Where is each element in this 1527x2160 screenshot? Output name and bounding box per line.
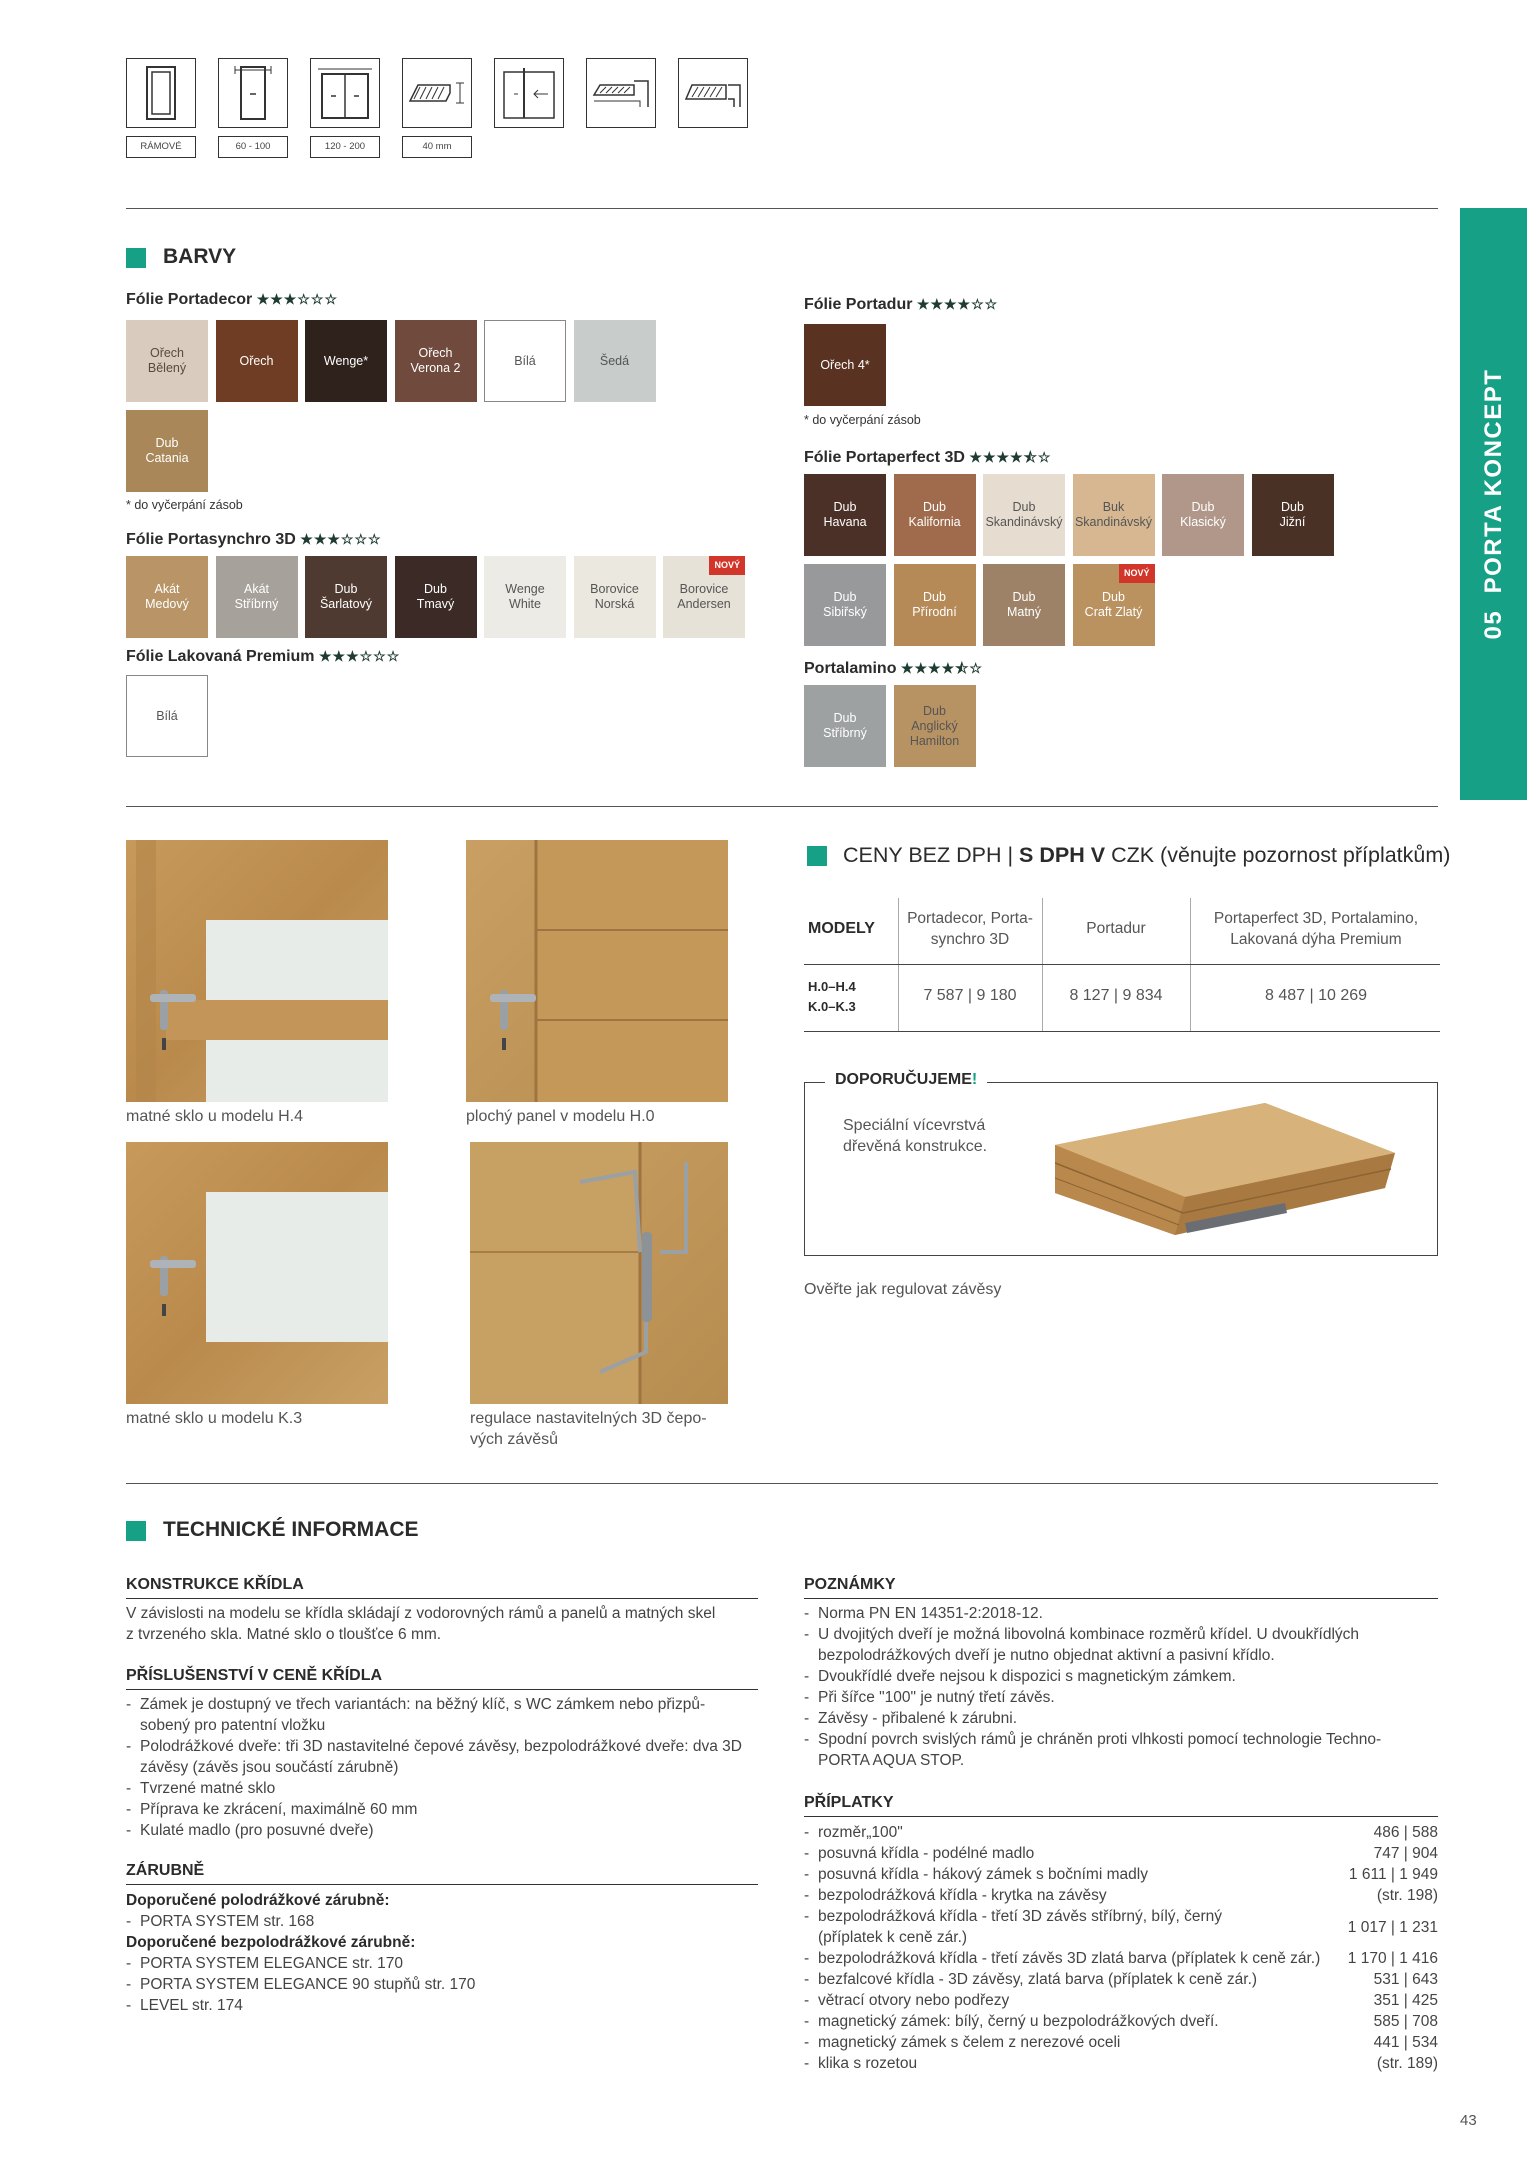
prices-marker xyxy=(807,846,827,866)
color-swatch-portasynchro xyxy=(484,556,566,638)
price-portadur: 8 127 | 9 834 xyxy=(1069,987,1163,1004)
swatch-label: Bílá xyxy=(156,708,178,723)
color-swatch-portasynchro xyxy=(395,556,477,638)
chapter-sidebar xyxy=(1460,208,1527,800)
color-swatch-portasynchro xyxy=(574,556,656,638)
poznamky-line xyxy=(804,1598,1438,1599)
swatch-label: Borovice Andersen xyxy=(677,582,731,611)
portadecor-title: Fólie Portadecor ★★★☆☆☆ xyxy=(126,291,339,308)
swatch-label: Dub Craft Zlatý xyxy=(1084,590,1143,619)
rebateless-icon xyxy=(678,58,748,128)
recommend-text: Speciální vícevrstvá dřevěná konstrukce. xyxy=(843,1117,988,1155)
surcharge-row: - magnetický zámek s čelem z nerezové oceli 441 | 534 xyxy=(804,2034,1438,2051)
header-portaperfect: Portaperfect 3D, Portalamino, Lakovaná dýha Premium xyxy=(1213,910,1419,948)
surcharge-row: - bezpolodrážková křídla - třetí 3D závěs stříbrný, bílý, černý (příplatek k ceně zár.) 1 017 | 1 231 xyxy=(804,1908,1438,1946)
rebate-icon xyxy=(586,58,656,128)
swatch-label: Dub Stříbrný xyxy=(823,711,867,740)
caption-hinge-regulation: regulace nastavitelných 3D čepo- vých závěsů xyxy=(470,1410,707,1448)
surcharge-value: 531 | 643 xyxy=(1373,1971,1438,1988)
header-portadecor: Portadecor, Porta- synchro 3D xyxy=(907,910,1033,948)
surcharge-row: - větrací otvory nebo podřezy 351 | 425 xyxy=(804,1992,1438,2009)
color-swatch-portaperfect xyxy=(983,474,1065,556)
surcharge-label: větrací otvory nebo podřezy xyxy=(818,1992,1010,2009)
surcharge-label: klika s rozetou xyxy=(818,2055,918,2072)
icon-label-thickness: 40 mm xyxy=(402,136,472,158)
list-item: - Polodrážkové dveře: tři 3D nastavitelné čepové závěsy, bezpolodrážkové dveře: dva 3D závěsy (závěs jsou součástí zárubně) xyxy=(126,1736,766,1778)
lakovana-stars: ★★★☆☆☆ xyxy=(318,648,401,664)
color-swatch-portadecor xyxy=(484,320,566,402)
swatch-label: Bílá xyxy=(514,353,536,368)
swatch-label: Šedá xyxy=(599,353,630,368)
color-swatch-portalamino xyxy=(894,685,976,767)
color-swatch-portadecor xyxy=(305,320,387,402)
swatch-label: Dub Kalifornia xyxy=(908,500,961,529)
swatch-label: Wenge* xyxy=(323,353,369,368)
chapter-title: 05 PORTA KONCEPT xyxy=(1479,368,1507,640)
surcharge-label: magnetický zámek: bílý, černý u bezpolodrážkových dveří. xyxy=(818,2013,1219,2030)
swatch-label: Wenge White xyxy=(505,582,545,611)
swatch-label: Dub Klasický xyxy=(1180,500,1226,529)
divider-top xyxy=(126,208,1438,209)
thickness-icon xyxy=(402,58,472,128)
color-swatch-portaperfect xyxy=(804,474,886,556)
portalamino-stars: ★★★★⯪☆ xyxy=(900,660,983,676)
surcharge-row: - posuvná křídla - podélné madlo 747 | 904 xyxy=(804,1845,1438,1862)
color-swatch-portadur xyxy=(804,324,886,406)
konstrukce-line xyxy=(126,1598,758,1599)
color-swatch-portaperfect xyxy=(894,474,976,556)
sliding-door-icon xyxy=(494,58,564,128)
portadecor-stars: ★★★☆☆☆ xyxy=(256,291,339,307)
surcharge-row: - posuvná křídla - hákový zámek s bočními madly 1 611 | 1 949 xyxy=(804,1866,1438,1883)
color-swatch-portalamino xyxy=(804,685,886,767)
color-swatch-portaperfect xyxy=(1073,564,1155,646)
portadur-note: * do vyčerpání zásob xyxy=(804,413,921,427)
divider-colors xyxy=(126,806,1438,807)
color-swatch-portadecor xyxy=(126,410,208,492)
photo-glass-h4 xyxy=(126,840,388,1102)
color-swatch-portaperfect xyxy=(1162,474,1244,556)
surcharge-value: 1 611 | 1 949 xyxy=(1348,1866,1438,1883)
priplatky-line xyxy=(804,1816,1438,1817)
list-item: - Tvrzené matné sklo xyxy=(126,1778,766,1799)
swatch-label: Dub Skandinávský xyxy=(985,500,1063,529)
price-table xyxy=(804,898,1440,1032)
header-models: MODELY xyxy=(808,920,875,937)
hinge-regulation-link[interactable]: Ověřte jak regulovat závěsy xyxy=(804,1281,1002,1298)
surcharge-value: 1 017 | 1 231 xyxy=(1347,1918,1438,1936)
layered-construction-image xyxy=(1055,1093,1405,1243)
photo-hinge-regulation xyxy=(470,1142,728,1404)
swatch-label: Ořech 4* xyxy=(820,357,870,372)
surcharge-row: - bezpolodrážková křídla - krytka na závěsy (str. 198) xyxy=(804,1887,1438,1904)
swatch-label: Dub Jižní xyxy=(1279,500,1306,529)
list-item: - Norma PN EN 14351-2:2018-12. xyxy=(804,1603,1444,1624)
photo-panel-h0 xyxy=(466,840,728,1102)
surcharge-value: 585 | 708 xyxy=(1373,2013,1438,2030)
portaperfect-stars: ★★★★⯪☆ xyxy=(969,449,1052,465)
swatch-label: Akát Stříbrný xyxy=(234,582,279,611)
surcharge-value: 747 | 904 xyxy=(1373,1845,1438,1862)
list-item: - Zámek je dostupný ve třech variantách: na běžný klíč, s WC zámkem nebo přizpů- sobený pro patentní vložku xyxy=(126,1694,766,1736)
surcharge-label: bezpolodrážková křídla - třetí závěs 3D zlatá barva (příplatek k ceně zár.) xyxy=(818,1950,1321,1967)
surcharge-row: - bezfalcové křídla - 3D závěsy, zlatá barva (příplatek k ceně zár.) 531 | 643 xyxy=(804,1971,1438,1988)
swatch-label: Dub Anglický Hamilton xyxy=(909,703,960,748)
surcharge-label: rozměr„100" xyxy=(818,1824,903,1841)
portasynchro-title: Fólie Portasynchro 3D ★★★☆☆☆ xyxy=(126,531,382,548)
swatch-label: Dub Matný xyxy=(1006,590,1042,619)
portadur-stars: ★★★★☆☆ xyxy=(916,296,999,312)
color-swatch-portaperfect xyxy=(1073,474,1155,556)
tech-title: TECHNICKÉ INFORMACE xyxy=(163,1518,419,1541)
surcharge-value: (str. 198) xyxy=(1376,1887,1438,1904)
icon-label-double-width: 120 - 200 xyxy=(310,136,380,158)
surcharge-label: bezfalcové křídla - 3D závěsy, zlatá barva (příplatek k ceně zár.) xyxy=(818,1971,1258,1988)
list-item: - PORTA SYSTEM ELEGANCE str. 170 xyxy=(126,1953,766,1974)
list-item: - PORTA SYSTEM ELEGANCE 90 stupňů str. 170 xyxy=(126,1974,766,1995)
color-swatch-portasynchro xyxy=(126,556,208,638)
color-swatch-portaperfect xyxy=(1252,474,1334,556)
surcharge-label: bezpolodrážková křídla - třetí 3D závěs stříbrný, bílý, černý (příplatek k ceně zár.) xyxy=(818,1908,1223,1946)
swatch-label: Ořech xyxy=(239,353,274,368)
surcharge-row: - rozměr„100" 486 | 588 xyxy=(804,1824,1438,1841)
surcharge-value: 486 | 588 xyxy=(1373,1824,1438,1841)
photo-glass-k3 xyxy=(126,1142,388,1404)
swatch-label: Dub Přírodní xyxy=(912,590,957,619)
surcharge-value: 351 | 425 xyxy=(1373,1992,1438,2009)
caption-panel-h0: plochý panel v modelu H.0 xyxy=(466,1108,655,1125)
color-swatch-portadecor xyxy=(216,320,298,402)
list-item: - LEVEL str. 174 xyxy=(126,1995,766,2016)
caption-glass-k3: matné sklo u modelu K.3 xyxy=(126,1410,303,1427)
price-portadecor: 7 587 | 9 180 xyxy=(923,987,1017,1004)
tech-marker xyxy=(126,1521,146,1541)
zarubne-sub1: Doporučené polodrážkové zárubně: xyxy=(126,1892,390,1909)
swatch-label: Ořech Verona 2 xyxy=(410,346,461,375)
row-models: H.0–H.4 K.0–K.3 xyxy=(808,979,856,1014)
colors-title: BARVY xyxy=(163,245,237,268)
price-table-header xyxy=(804,898,1440,965)
recommend-title: DOPORUČUJEME! xyxy=(825,1071,987,1089)
priplatky-heading: PŘÍPLATKY xyxy=(804,1794,894,1811)
list-item: - Při šířce "100" je nutný třetí závěs. xyxy=(804,1687,1444,1708)
surcharge-value: 1 170 | 1 416 xyxy=(1347,1950,1438,1967)
zarubne-line xyxy=(126,1884,758,1885)
list-item: - Příprava ke zkrácení, maximálně 60 mm xyxy=(126,1799,766,1820)
surcharge-row: - klika s rozetou (str. 189) xyxy=(804,2055,1438,2072)
list-item: - Spodní povrch svislých rámů je chráněn proti vlhkosti pomocí technologie Techno- PORTA AQUA STOP. xyxy=(804,1729,1444,1771)
surcharge-row: - magnetický zámek: bílý, černý u bezpolodrážkových dveří. 585 | 708 xyxy=(804,2013,1438,2030)
poznamky-heading: POZNÁMKY xyxy=(804,1576,896,1593)
color-swatch-portasynchro xyxy=(663,556,745,638)
konstrukce-heading: KONSTRUKCE KŘÍDLA xyxy=(126,1576,304,1593)
swatch-label: Dub Havana xyxy=(823,500,867,529)
new-badge: NOVÝ xyxy=(1119,564,1155,583)
swatch-label: Akát Medový xyxy=(145,582,189,611)
surcharge-value: (str. 189) xyxy=(1376,2055,1438,2072)
swatch-label: Dub Catania xyxy=(145,436,189,465)
new-badge: NOVÝ xyxy=(709,556,745,575)
prislusenstvi-heading: PŘÍSLUŠENSTVÍ V CENĚ KŘÍDLA xyxy=(126,1667,383,1684)
color-swatch-lakovana xyxy=(126,675,208,757)
price-table-row xyxy=(804,965,1440,1032)
portalamino-title: Portalamino ★★★★⯪☆ xyxy=(804,660,983,677)
portasynchro-stars: ★★★☆☆☆ xyxy=(300,531,382,547)
color-swatch-portadecor xyxy=(126,320,208,402)
caption-glass-h4: matné sklo u modelu H.4 xyxy=(126,1108,303,1125)
zarubne-sub2: Doporučené bezpolodrážkové zárubně: xyxy=(126,1934,416,1951)
section-marker xyxy=(126,248,146,268)
swatch-label: Dub Šarlatový xyxy=(319,582,373,611)
header-portadur: Portadur xyxy=(1086,920,1146,937)
color-swatch-portaperfect xyxy=(804,564,886,646)
divider-tech xyxy=(126,1483,1438,1484)
swatch-label: Borovice Norská xyxy=(590,582,639,611)
prislusenstvi-list xyxy=(126,1694,766,1841)
swatch-label: Buk Skandinávský xyxy=(1074,500,1153,529)
poznamky-list xyxy=(804,1603,1444,1771)
surcharge-label: magnetický zámek s čelem z nerezové oceli xyxy=(818,2034,1121,2051)
frame-door-icon xyxy=(126,58,196,128)
color-swatch-portadecor xyxy=(395,320,477,402)
lakovana-title: Fólie Lakovaná Premium ★★★☆☆☆ xyxy=(126,648,401,665)
recommend-box xyxy=(804,1071,1438,1256)
price-portaperfect: 8 487 | 10 269 xyxy=(1264,987,1368,1004)
list-item: - PORTA SYSTEM str. 168 xyxy=(126,1911,766,1932)
double-door-icon xyxy=(310,58,380,128)
color-swatch-portasynchro xyxy=(216,556,298,638)
swatch-label: Ořech Bělený xyxy=(147,346,187,375)
list-item: - Dvoukřídlé dveře nejsou k dispozici s magnetickým zámkem. xyxy=(804,1666,1444,1687)
icon-label-single-width: 60 - 100 xyxy=(218,136,288,158)
color-swatch-portadecor xyxy=(574,320,656,402)
zarubne-list xyxy=(126,1890,766,2016)
swatch-label: Dub Tmavý xyxy=(416,582,455,611)
color-swatch-portasynchro xyxy=(305,556,387,638)
color-swatch-portaperfect xyxy=(983,564,1065,646)
surcharge-label: posuvná křídla - hákový zámek s bočními madly xyxy=(818,1866,1148,1883)
zarubne-heading: ZÁRUBNĚ xyxy=(126,1862,205,1879)
surcharge-label: bezpolodrážková křídla - krytka na závěsy xyxy=(818,1887,1107,1904)
prices-title: CENY BEZ DPH | S DPH V CZK (věnujte pozornost příplatkům) xyxy=(843,843,1451,867)
surcharge-label: posuvná křídla - podélné madlo xyxy=(818,1845,1035,1862)
portaperfect-title: Fólie Portaperfect 3D ★★★★⯪☆ xyxy=(804,449,1052,466)
list-item: - Závěsy - přibalené k zárubni. xyxy=(804,1708,1444,1729)
konstrukce-text: V závislosti na modelu se křídla skládají z vodorovných rámů a panelů a matných skel z tvrzeného skla. Matné sklo o tloušťce 6 mm. xyxy=(126,1605,716,1643)
list-item: - U dvojitých dveří je možná libovolná kombinace rozměrů křídel. U dvoukřídlých bezpolodrážkových dveří je nutno objednat aktivní a pasivní křídlo. xyxy=(804,1624,1444,1666)
swatch-label: Dub Sibiřský xyxy=(823,590,867,619)
portadur-title: Fólie Portadur ★★★★☆☆ xyxy=(804,296,999,313)
list-item: - Kulaté madlo (pro posuvné dveře) xyxy=(126,1820,766,1841)
icon-label-frame: RÁMOVÉ xyxy=(126,136,196,158)
page-number: 43 xyxy=(1460,2112,1477,2129)
single-door-icon xyxy=(218,58,288,128)
prislusenstvi-line xyxy=(126,1689,758,1690)
color-swatch-portaperfect xyxy=(894,564,976,646)
surcharge-row: - bezpolodrážková křídla - třetí závěs 3D zlatá barva (příplatek k ceně zár.) 1 170 | 1 416 xyxy=(804,1950,1438,1967)
portadecor-note: * do vyčerpání zásob xyxy=(126,498,243,512)
surcharge-value: 441 | 534 xyxy=(1373,2034,1438,2051)
